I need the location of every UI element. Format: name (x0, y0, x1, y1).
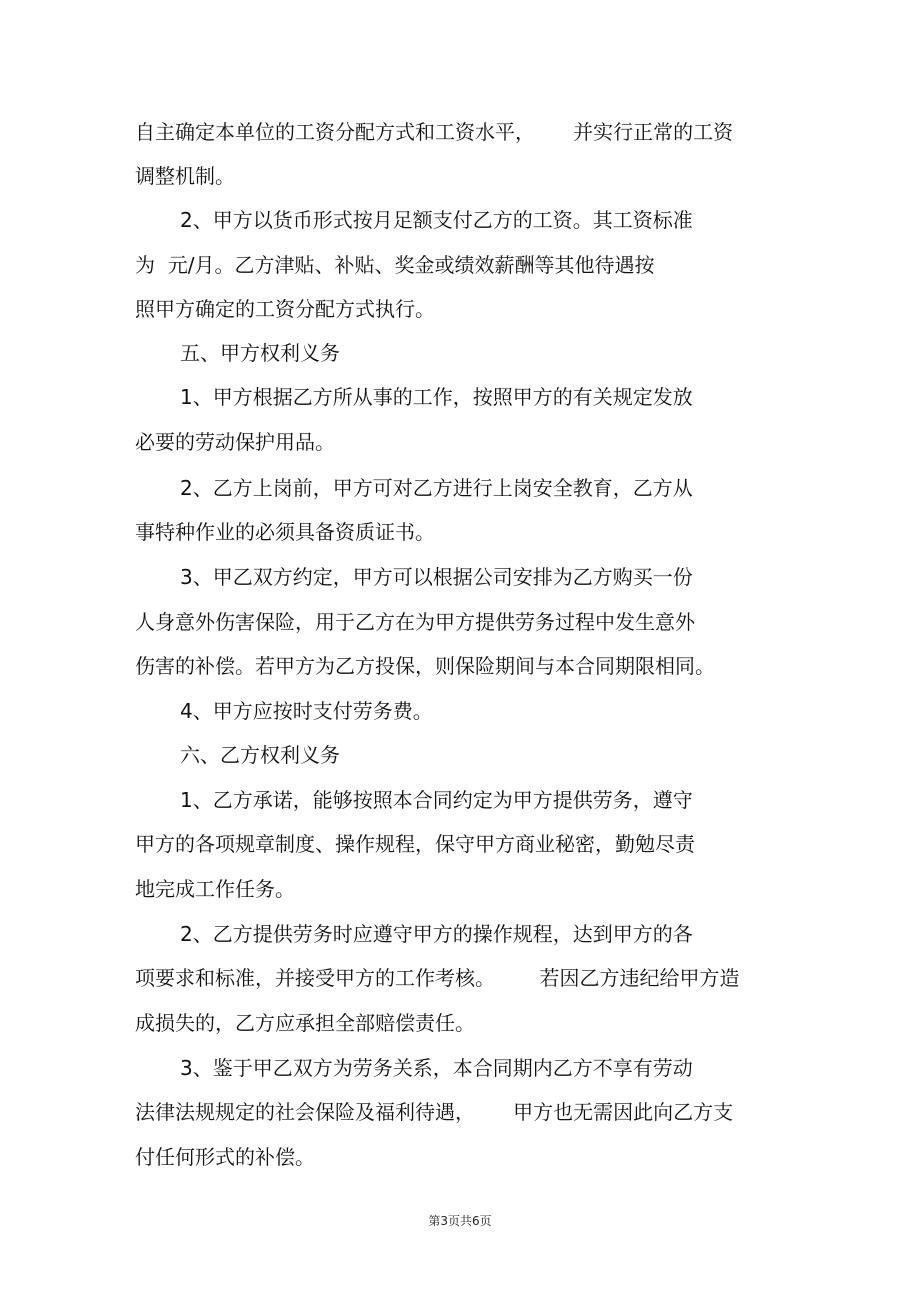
paragraph-line: 2、乙方上岗前，甲方可对乙方进行上岗安全教育，乙方从 (180, 476, 693, 500)
paragraph-line: 为 元/月。乙方津贴、补贴、奖金或绩效薪酬等其他待遇按 (135, 253, 655, 277)
paragraph-line: 自主确定本单位的工资分配方式和工资水平， 并实行正常的工资 (135, 120, 734, 144)
paragraph-line: 必要的劳动保护用品。 (135, 430, 335, 454)
paragraph-line: 项要求和标准，并接受甲方的工作考核。 若因乙方违纪给甲方造 (135, 966, 740, 990)
paragraph-line: 人身意外伤害保险，用于乙方在为甲方提供劳务过程中发生意外 (135, 610, 695, 634)
paragraph-line: 甲方的各项规章制度、操作规程，保守甲方商业秘密，勤勉尽责 (135, 832, 695, 856)
paragraph-line: 3、甲乙双方约定，甲方可以根据公司安排为乙方购买一份 (180, 565, 693, 589)
paragraph-line: 2、乙方提供劳务时应遵守甲方的操作规程，达到甲方的各 (180, 922, 693, 946)
paragraph-line: 4、甲方应按时支付劳务费。 (180, 699, 433, 723)
paragraph-line: 法律法规规定的社会保险及福利待遇， 甲方也无需因此向乙方支 (135, 1100, 734, 1124)
paragraph-line: 照甲方确定的工资分配方式执行。 (135, 297, 435, 321)
paragraph-line: 1、甲方根据乙方所从事的工作，按照甲方的有关规定发放 (180, 385, 693, 409)
section-heading: 五、甲方权利义务 (180, 341, 340, 365)
paragraph-line: 1、乙方承诺，能够按照本合同约定为甲方提供劳务，遵守 (180, 788, 693, 812)
page-number: 第3页共6页 (428, 1214, 492, 1228)
paragraph-line: 3、鉴于甲乙双方为劳务关系，本合同期内乙方不享有劳动 (180, 1056, 693, 1080)
paragraph-line: 地完成工作任务。 (135, 877, 295, 901)
paragraph-line: 付任何形式的补偿。 (135, 1145, 315, 1169)
paragraph-line: 伤害的补偿。若甲方为乙方投保，则保险期间与本合同期限相同。 (135, 654, 715, 678)
paragraph-line: 事特种作业的必须具备资质证书。 (135, 520, 435, 544)
paragraph-line: 2、甲方以货币形式按月足额支付乙方的工资。其工资标准 (180, 208, 693, 232)
paragraph-line: 成损失的，乙方应承担全部赔偿责任。 (135, 1011, 475, 1035)
paragraph-line: 调整机制。 (135, 164, 235, 188)
section-heading: 六、乙方权利义务 (180, 743, 340, 767)
